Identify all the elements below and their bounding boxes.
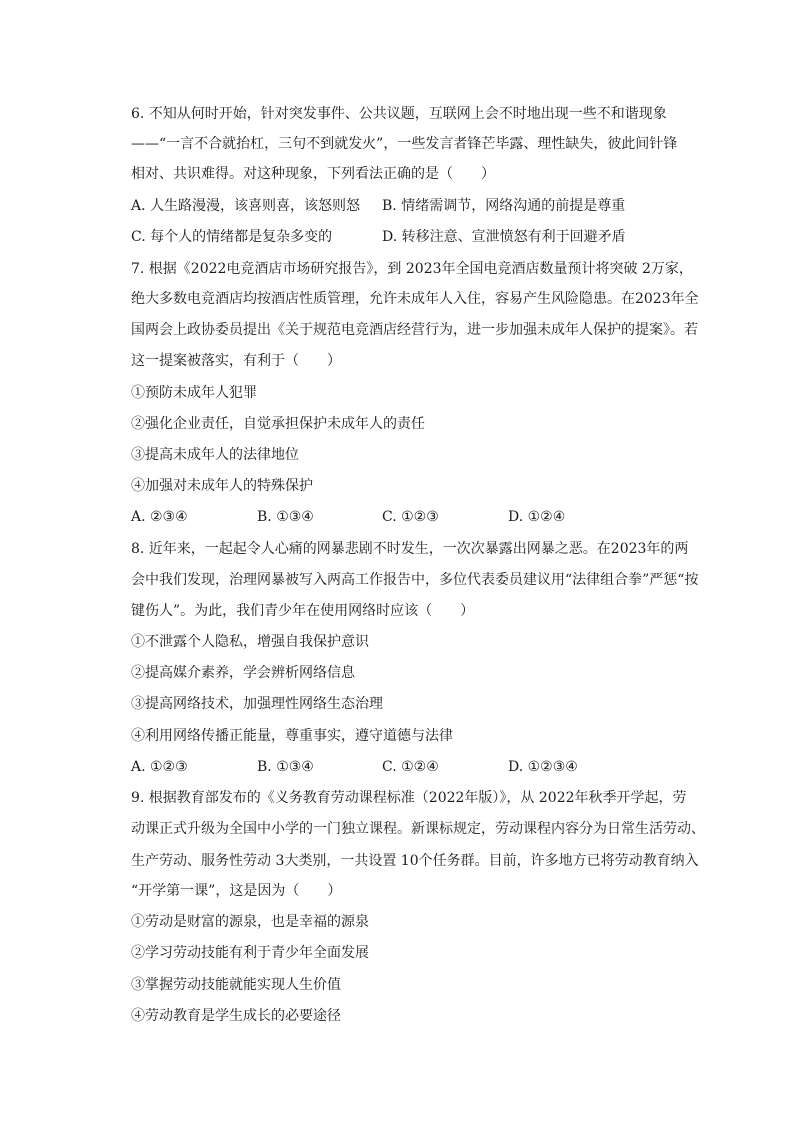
q7-stem-line-1: 7. 根据《2022电竞酒店市场研究报告》，到 2023年全国电竞酒店数量预计将突破 2万家， <box>131 261 693 277</box>
q7-stem-line-4: 这一提案被落实，有利于（ ） <box>131 353 341 369</box>
q9-item-4: ④劳动教育是学生成长的必要途径 <box>131 1008 341 1024</box>
q8-option-b[interactable]: B. ①③④ <box>257 759 314 775</box>
q6-option-a[interactable]: A. 人生路漫漫，该喜则喜，该怒则怒 <box>131 198 361 214</box>
q9-stem-line-3: 生产劳动、服务性劳动 3大类别，一共设置 10个任务群。目前，许多地方已将劳动教育纳入 <box>131 853 699 869</box>
q7-item-3: ③提高未成年人的法律地位 <box>131 447 299 463</box>
q8-item-1: ①不泄露个人隐私，增强自我保护意识 <box>131 634 369 650</box>
q6-option-b[interactable]: B. 情绪需调节，网络沟通的前提是尊重 <box>382 198 626 214</box>
q8-stem-line-1: 8. 近年来，一起起令人心痛的网暴悲剧不时发生，一次次暴露出网暴之恶。在2023年的两 <box>131 541 689 557</box>
q9-stem-line-2: 动课正式升级为全国中小学的一门独立课程。新课标规定，劳动课程内容分为日常生活劳动、 <box>131 821 705 837</box>
q9-stem-line-1: 9. 根据教育部发布的《义务教育劳动课程标准（2022年版）》，从 2022年秋季开学起，劳 <box>131 790 687 806</box>
q9-item-1: ①劳动是财富的源泉，也是幸福的源泉 <box>131 914 369 930</box>
q7-option-b[interactable]: B. ①③④ <box>257 509 314 525</box>
q6-stem-line-2: ——“一言不合就抬杠，三句不到就发火”，一些发言者锋芒毕露、理性缺失，彼此间针锋 <box>131 136 678 152</box>
q9-item-3: ③掌握劳动技能就能实现人生价值 <box>131 977 341 993</box>
q8-option-d[interactable]: D. ①②③④ <box>508 759 578 775</box>
q7-item-1: ①预防未成年人犯罪 <box>131 385 257 401</box>
q6-option-d[interactable]: D. 转移注意、宣泄愤怒有利于回避矛盾 <box>382 229 626 245</box>
q6-stem-line-1: 6. 不知从何时开始，针对突发事件、公共议题，互联网上会不时地出现一些不和谐现象 <box>131 106 667 122</box>
q8-item-4: ④利用网络传播正能量，尊重事实，遵守道德与法律 <box>131 728 453 744</box>
q7-item-2: ②强化企业责任，自觉承担保护未成年人的责任 <box>131 416 425 432</box>
q8-stem-line-3: 键伤人”。为此，我们青少年在使用网络时应该（ ） <box>131 603 475 619</box>
q9-item-2: ②学习劳动技能有利于青少年全面发展 <box>131 945 369 961</box>
q7-option-c[interactable]: C. ①②③ <box>382 509 439 525</box>
q8-option-a[interactable]: A. ①②③ <box>131 759 188 775</box>
q8-stem-line-2: 会中我们发现，治理网暴被写入两高工作报告中，多位代表委员建议用“法律组合拳”严惩“按 <box>131 572 699 588</box>
q7-option-d[interactable]: D. ①②④ <box>508 509 566 525</box>
q7-stem-line-3: 国两会上政协委员提出《关于规范电竞酒店经营行为，进一步加强未成年人保护的提案》。若 <box>131 322 698 338</box>
q6-stem-line-3: 相对、共识难得。对这种现象，下列看法正确的是（ ） <box>131 166 495 182</box>
q8-option-c[interactable]: C. ①②④ <box>382 759 439 775</box>
q7-item-4: ④加强对未成年人的特殊保护 <box>131 478 313 494</box>
q6-option-c[interactable]: C. 每个人的情绪都是复杂多变的 <box>131 229 333 245</box>
q8-item-3: ③提高网络技术，加强理性网络生态治理 <box>131 696 383 712</box>
q7-stem-line-2: 绝大多数电竞酒店均按酒店性质管理，允许未成年人入住，容易产生风险隐患。在2023年全 <box>131 291 699 307</box>
q7-option-a[interactable]: A. ②③④ <box>131 509 188 525</box>
q8-item-2: ②提高媒介素养，学会辨析网络信息 <box>131 665 355 681</box>
q9-stem-line-4: “开学第一课”，这是因为（ ） <box>131 883 342 899</box>
